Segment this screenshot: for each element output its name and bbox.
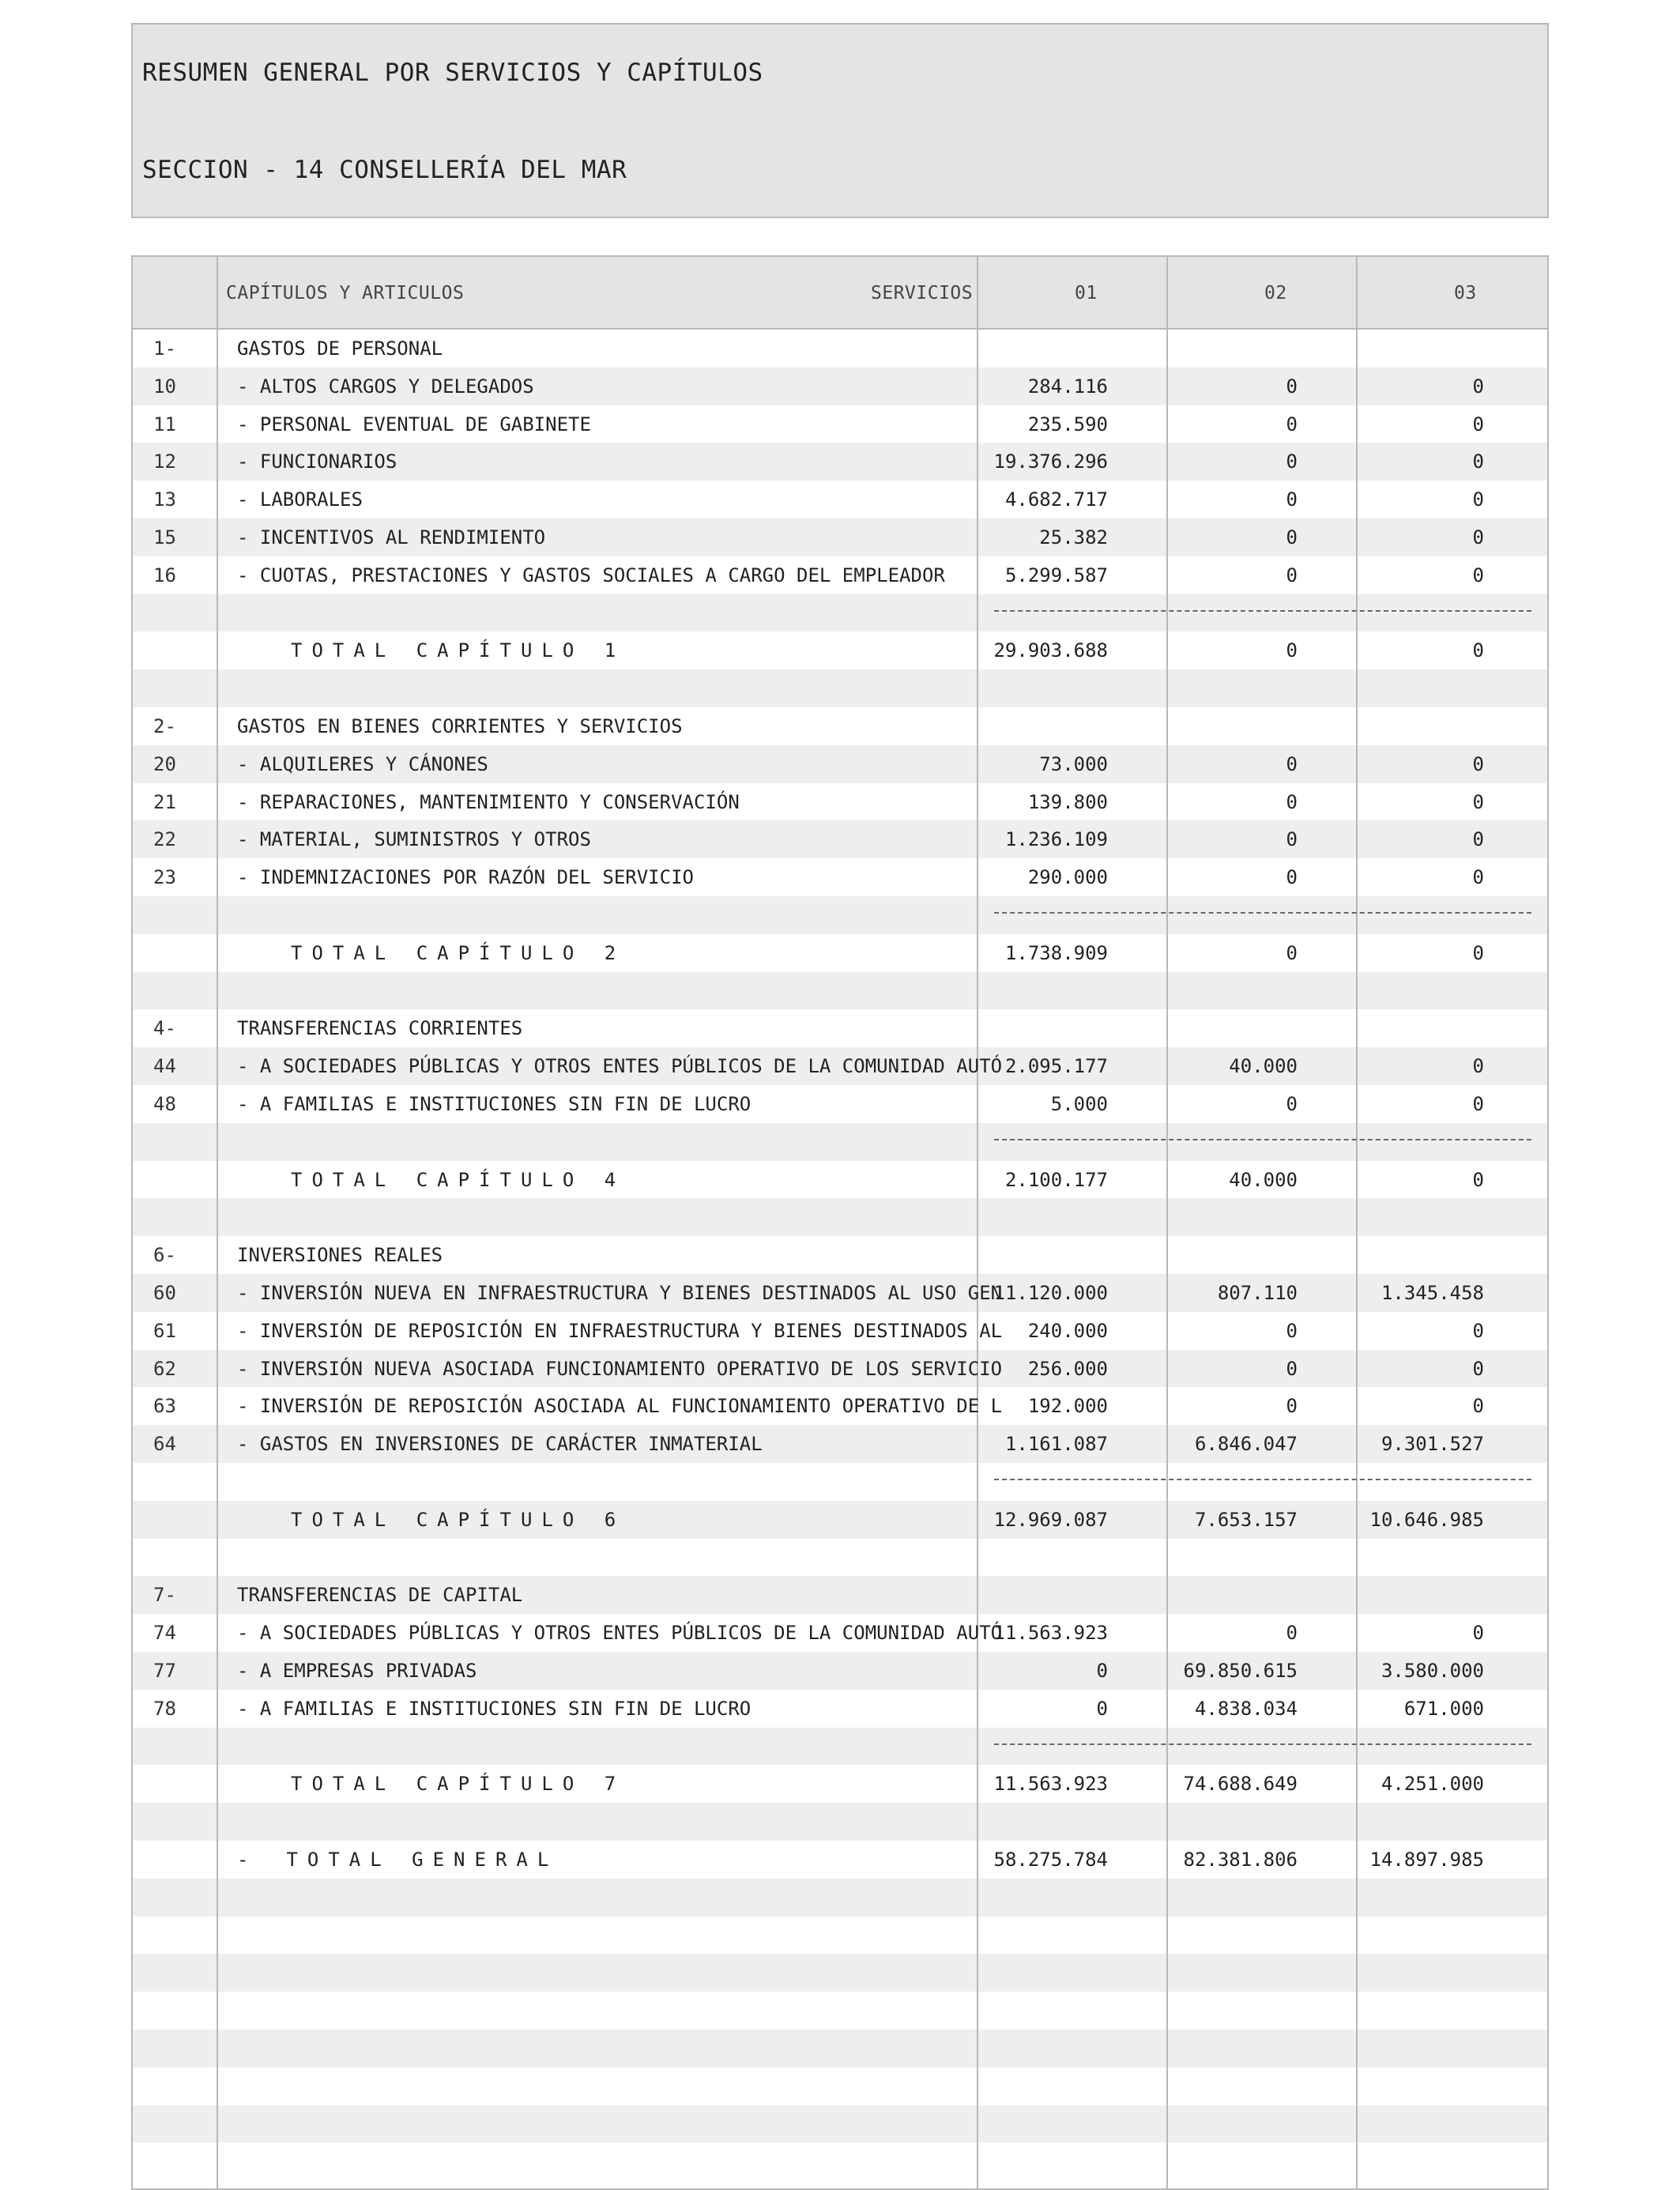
value-col-03: 0 bbox=[1472, 413, 1484, 435]
value-col-01: 5.299.587 bbox=[1004, 564, 1108, 586]
chapter-total-row bbox=[133, 1765, 1547, 1803]
value-col-01: 235.590 bbox=[1027, 413, 1108, 435]
value-col-02: 0 bbox=[1286, 1357, 1298, 1380]
value-col-02: 0 bbox=[1286, 1395, 1298, 1418]
table-row bbox=[133, 820, 1547, 858]
value-col-03: 0 bbox=[1472, 1319, 1484, 1342]
table-row bbox=[133, 707, 1547, 745]
row-stripe bbox=[133, 1123, 1547, 1161]
value-col-01: 1.738.909 bbox=[1004, 941, 1108, 964]
subtotal-dashed-line bbox=[994, 1743, 1531, 1745]
row-code: 15 bbox=[153, 526, 176, 548]
row-stripe bbox=[133, 1879, 1547, 1917]
row-stripe bbox=[133, 1803, 1547, 1841]
row-code: 11 bbox=[153, 413, 176, 435]
value-col-01: 19.376.296 bbox=[993, 450, 1108, 473]
value-col-02: 0 bbox=[1286, 564, 1298, 586]
value-col-01: 29.903.688 bbox=[993, 639, 1108, 662]
table-row bbox=[133, 1652, 1547, 1690]
table-row bbox=[133, 1236, 1547, 1274]
value-col-03: 0 bbox=[1472, 1055, 1484, 1078]
row-stripe bbox=[133, 1954, 1547, 1992]
table-row bbox=[133, 1047, 1547, 1085]
value-col-02: 0 bbox=[1286, 526, 1298, 548]
row-code: 61 bbox=[153, 1319, 176, 1342]
grand-total-text: TOTAL GENERAL bbox=[286, 1849, 559, 1871]
value-col-02: 0 bbox=[1286, 941, 1298, 964]
row-code: 7- bbox=[153, 1584, 176, 1607]
value-col-03: 0 bbox=[1472, 488, 1484, 511]
row-description: - ALQUILERES Y CÁNONES bbox=[237, 752, 488, 775]
row-description: - A SOCIEDADES PÚBLICAS Y OTROS ENTES PÚBLICOS DE LA COMUNIDAD AUTÓ bbox=[237, 1622, 1003, 1645]
value-col-03: 10.646.985 bbox=[1369, 1508, 1484, 1531]
value-col-02: 69.850.615 bbox=[1183, 1660, 1298, 1682]
value-col-03: 0 bbox=[1472, 866, 1484, 889]
row-code: 6- bbox=[153, 1244, 176, 1267]
row-description: INVERSIONES REALES bbox=[237, 1244, 443, 1267]
value-col-03: 0 bbox=[1472, 941, 1484, 964]
row-description: - GASTOS EN INVERSIONES DE CARÁCTER INMATERIAL bbox=[237, 1433, 763, 1456]
row-description: - INVERSIÓN NUEVA EN INFRAESTRUCTURA Y BIENES DESTINADOS AL USO GEN bbox=[237, 1282, 1003, 1304]
value-col-03: 4.251.000 bbox=[1381, 1773, 1484, 1796]
value-col-03: 1.345.458 bbox=[1381, 1282, 1484, 1304]
value-col-01: 256.000 bbox=[1027, 1357, 1108, 1380]
header-col-01: 01 bbox=[1075, 283, 1098, 303]
chapter-total-row bbox=[133, 934, 1547, 972]
header-capitulos: CAPÍTULOS Y ARTICULOS bbox=[226, 283, 465, 303]
chapter-total-label: TOTAL CAPÍTULO 4 bbox=[291, 1168, 626, 1191]
row-description: - INVERSIÓN DE REPOSICIÓN EN INFRAESTRUCTURA Y BIENES DESTINADOS AL bbox=[237, 1319, 1003, 1342]
header-col-02: 02 bbox=[1264, 283, 1287, 303]
value-col-02: 0 bbox=[1286, 752, 1298, 775]
table-row bbox=[133, 1690, 1547, 1728]
value-col-02: 40.000 bbox=[1229, 1055, 1298, 1078]
row-code: 21 bbox=[153, 790, 176, 813]
row-stripe bbox=[133, 1198, 1547, 1236]
value-col-02: 0 bbox=[1286, 413, 1298, 435]
row-code: 60 bbox=[153, 1282, 176, 1304]
value-col-03: 0 bbox=[1472, 450, 1484, 473]
value-col-03: 0 bbox=[1472, 1093, 1484, 1115]
row-description: - REPARACIONES, MANTENIMIENTO Y CONSERVACIÓN bbox=[237, 790, 740, 813]
row-code: 13 bbox=[153, 488, 176, 511]
value-col-01: 139.800 bbox=[1027, 790, 1108, 813]
value-col-01: 58.275.784 bbox=[993, 1849, 1108, 1871]
value-col-02: 7.653.157 bbox=[1194, 1508, 1298, 1531]
chapter-total-label: TOTAL CAPÍTULO 1 bbox=[291, 639, 626, 662]
value-col-01: 5.000 bbox=[1050, 1093, 1108, 1115]
value-col-01: 11.563.923 bbox=[993, 1622, 1108, 1645]
row-code: 74 bbox=[153, 1622, 176, 1645]
value-col-02: 0 bbox=[1286, 1319, 1298, 1342]
value-col-03: 14.897.985 bbox=[1369, 1849, 1484, 1871]
row-description: - INDEMNIZACIONES POR RAZÓN DEL SERVICIO bbox=[237, 866, 694, 889]
row-description: - CUOTAS, PRESTACIONES Y GASTOS SOCIALES A CARGO DEL EMPLEADOR bbox=[237, 564, 945, 586]
row-code: 44 bbox=[153, 1055, 176, 1078]
chapter-total-label: TOTAL CAPÍTULO 2 bbox=[291, 941, 626, 964]
table-row bbox=[133, 1274, 1547, 1312]
value-col-02: 6.846.047 bbox=[1194, 1433, 1298, 1456]
row-stripe bbox=[133, 2030, 1547, 2067]
row-description: - FUNCIONARIOS bbox=[237, 450, 397, 473]
row-code: 48 bbox=[153, 1093, 176, 1115]
value-col-01: 0 bbox=[1096, 1660, 1108, 1682]
row-description: - INVERSIÓN NUEVA ASOCIADA FUNCIONAMIENTO OPERATIVO DE LOS SERVICIO bbox=[237, 1357, 1003, 1380]
grand-total-row bbox=[133, 1841, 1547, 1879]
value-col-02: 0 bbox=[1286, 1622, 1298, 1645]
value-col-02: 0 bbox=[1286, 1093, 1298, 1115]
row-code: 2- bbox=[153, 715, 176, 737]
value-col-02: 82.381.806 bbox=[1183, 1849, 1298, 1871]
value-col-01: 12.969.087 bbox=[993, 1508, 1108, 1531]
table-row bbox=[133, 1350, 1547, 1388]
table-row bbox=[133, 1387, 1547, 1425]
value-col-01: 11.120.000 bbox=[993, 1282, 1108, 1304]
chapter-total-row bbox=[133, 1501, 1547, 1539]
value-col-02: 0 bbox=[1286, 639, 1298, 662]
value-col-03: 9.301.527 bbox=[1381, 1433, 1484, 1456]
subtotal-dashed-line bbox=[994, 1479, 1531, 1480]
value-col-02: 40.000 bbox=[1229, 1168, 1298, 1191]
table-row bbox=[133, 481, 1547, 518]
row-description: TRANSFERENCIAS DE CAPITAL bbox=[237, 1584, 523, 1607]
subtotal-dashed-line bbox=[994, 1139, 1531, 1140]
table-row bbox=[133, 443, 1547, 481]
chapter-total-label: TOTAL CAPÍTULO 6 bbox=[291, 1508, 626, 1531]
value-col-03: 671.000 bbox=[1403, 1697, 1484, 1720]
value-col-02: 807.110 bbox=[1217, 1282, 1298, 1304]
row-stripe bbox=[133, 972, 1547, 1010]
value-col-01: 0 bbox=[1096, 1697, 1108, 1720]
table-row bbox=[133, 405, 1547, 443]
row-description: - MATERIAL, SUMINISTROS Y OTROS bbox=[237, 828, 591, 851]
value-col-01: 284.116 bbox=[1027, 375, 1108, 398]
value-col-03: 0 bbox=[1472, 375, 1484, 398]
grand-total-prefix: - bbox=[237, 1849, 258, 1871]
value-col-02: 4.838.034 bbox=[1194, 1697, 1298, 1720]
value-col-01: 192.000 bbox=[1027, 1395, 1108, 1418]
value-col-01: 1.161.087 bbox=[1004, 1433, 1108, 1456]
row-stripe bbox=[133, 594, 1547, 632]
row-description: - PERSONAL EVENTUAL DE GABINETE bbox=[237, 413, 591, 435]
table-row bbox=[133, 330, 1547, 368]
value-col-01: 240.000 bbox=[1027, 1319, 1108, 1342]
row-stripe bbox=[133, 1728, 1547, 1766]
row-description: - INCENTIVOS AL RENDIMIENTO bbox=[237, 526, 546, 548]
grand-total-label bbox=[237, 1849, 558, 1871]
row-stripe bbox=[133, 669, 1547, 707]
table-header bbox=[133, 257, 1547, 330]
chapter-total-label: TOTAL CAPÍTULO 7 bbox=[291, 1773, 626, 1796]
row-code: 23 bbox=[153, 866, 176, 889]
report-title: RESUMEN GENERAL POR SERVICIOS Y CAPÍTULOS bbox=[142, 58, 763, 87]
value-col-01: 2.095.177 bbox=[1004, 1055, 1108, 1078]
value-col-01: 4.682.717 bbox=[1004, 488, 1108, 511]
value-col-03: 0 bbox=[1472, 1395, 1484, 1418]
table-row bbox=[133, 1085, 1547, 1123]
chapter-total-row bbox=[133, 1161, 1547, 1199]
row-code: 12 bbox=[153, 450, 176, 473]
row-code: 63 bbox=[153, 1395, 176, 1418]
row-code: 1- bbox=[153, 337, 176, 360]
table-row bbox=[133, 783, 1547, 821]
row-description: GASTOS EN BIENES CORRIENTES Y SERVICIOS bbox=[237, 715, 683, 737]
value-col-03: 0 bbox=[1472, 752, 1484, 775]
budget-table bbox=[131, 255, 1549, 2190]
header-col-03: 03 bbox=[1454, 283, 1477, 303]
value-col-03: 0 bbox=[1472, 1168, 1484, 1191]
table-row bbox=[133, 1576, 1547, 1614]
value-col-01: 11.563.923 bbox=[993, 1773, 1108, 1796]
value-col-02: 0 bbox=[1286, 828, 1298, 851]
value-col-03: 0 bbox=[1472, 526, 1484, 548]
row-code: 10 bbox=[153, 375, 176, 398]
row-code: 22 bbox=[153, 828, 176, 851]
value-col-02: 0 bbox=[1286, 488, 1298, 511]
table-row bbox=[133, 1312, 1547, 1350]
value-col-03: 0 bbox=[1472, 828, 1484, 851]
row-description: GASTOS DE PERSONAL bbox=[237, 337, 443, 360]
value-col-03: 0 bbox=[1472, 639, 1484, 662]
row-description: - A EMPRESAS PRIVADAS bbox=[237, 1660, 477, 1682]
table-row bbox=[133, 518, 1547, 556]
row-description: - INVERSIÓN DE REPOSICIÓN ASOCIADA AL FUNCIONAMIENTO OPERATIVO DE L bbox=[237, 1395, 1003, 1418]
table-row bbox=[133, 1009, 1547, 1047]
table-row bbox=[133, 1425, 1547, 1463]
row-code: 4- bbox=[153, 1017, 176, 1040]
value-col-01: 1.236.109 bbox=[1004, 828, 1108, 851]
value-col-01: 2.100.177 bbox=[1004, 1168, 1108, 1191]
table-row bbox=[133, 556, 1547, 594]
row-code: 62 bbox=[153, 1357, 176, 1380]
value-col-03: 0 bbox=[1472, 790, 1484, 813]
value-col-02: 0 bbox=[1286, 866, 1298, 889]
subtotal-dashed-line bbox=[994, 912, 1531, 914]
value-col-03: 0 bbox=[1472, 1622, 1484, 1645]
value-col-02: 0 bbox=[1286, 790, 1298, 813]
row-stripe bbox=[133, 896, 1547, 934]
value-col-01: 73.000 bbox=[1039, 752, 1108, 775]
table-row bbox=[133, 1614, 1547, 1652]
chapter-total-row bbox=[133, 631, 1547, 669]
row-code: 64 bbox=[153, 1433, 176, 1456]
row-description: - A FAMILIAS E INSTITUCIONES SIN FIN DE LUCRO bbox=[237, 1093, 751, 1115]
value-col-02: 0 bbox=[1286, 375, 1298, 398]
row-description: - A SOCIEDADES PÚBLICAS Y OTROS ENTES PÚBLICOS DE LA COMUNIDAD AUTÓ bbox=[237, 1055, 1003, 1078]
value-col-03: 0 bbox=[1472, 1357, 1484, 1380]
row-description: - ALTOS CARGOS Y DELEGADOS bbox=[237, 375, 534, 398]
row-stripe bbox=[133, 2105, 1547, 2143]
row-description: TRANSFERENCIAS CORRIENTES bbox=[237, 1017, 523, 1040]
table-row bbox=[133, 368, 1547, 405]
value-col-02: 74.688.649 bbox=[1183, 1773, 1298, 1796]
header-servicios: SERVICIOS bbox=[871, 283, 974, 303]
table-row bbox=[133, 745, 1547, 783]
value-col-03: 0 bbox=[1472, 564, 1484, 586]
value-col-02: 0 bbox=[1286, 450, 1298, 473]
report-header bbox=[131, 23, 1549, 218]
row-description: - LABORALES bbox=[237, 488, 363, 511]
row-code: 78 bbox=[153, 1697, 176, 1720]
row-code: 77 bbox=[153, 1660, 176, 1682]
value-col-01: 290.000 bbox=[1027, 866, 1108, 889]
row-description: - A FAMILIAS E INSTITUCIONES SIN FIN DE LUCRO bbox=[237, 1697, 751, 1720]
row-code: 16 bbox=[153, 564, 176, 586]
value-col-01: 25.382 bbox=[1039, 526, 1108, 548]
value-col-03: 3.580.000 bbox=[1381, 1660, 1484, 1682]
table-row bbox=[133, 858, 1547, 896]
subtotal-dashed-line bbox=[994, 610, 1531, 612]
section-title: SECCION - 14 CONSELLERÍA DEL MAR bbox=[142, 156, 627, 184]
row-code: 20 bbox=[153, 752, 176, 775]
